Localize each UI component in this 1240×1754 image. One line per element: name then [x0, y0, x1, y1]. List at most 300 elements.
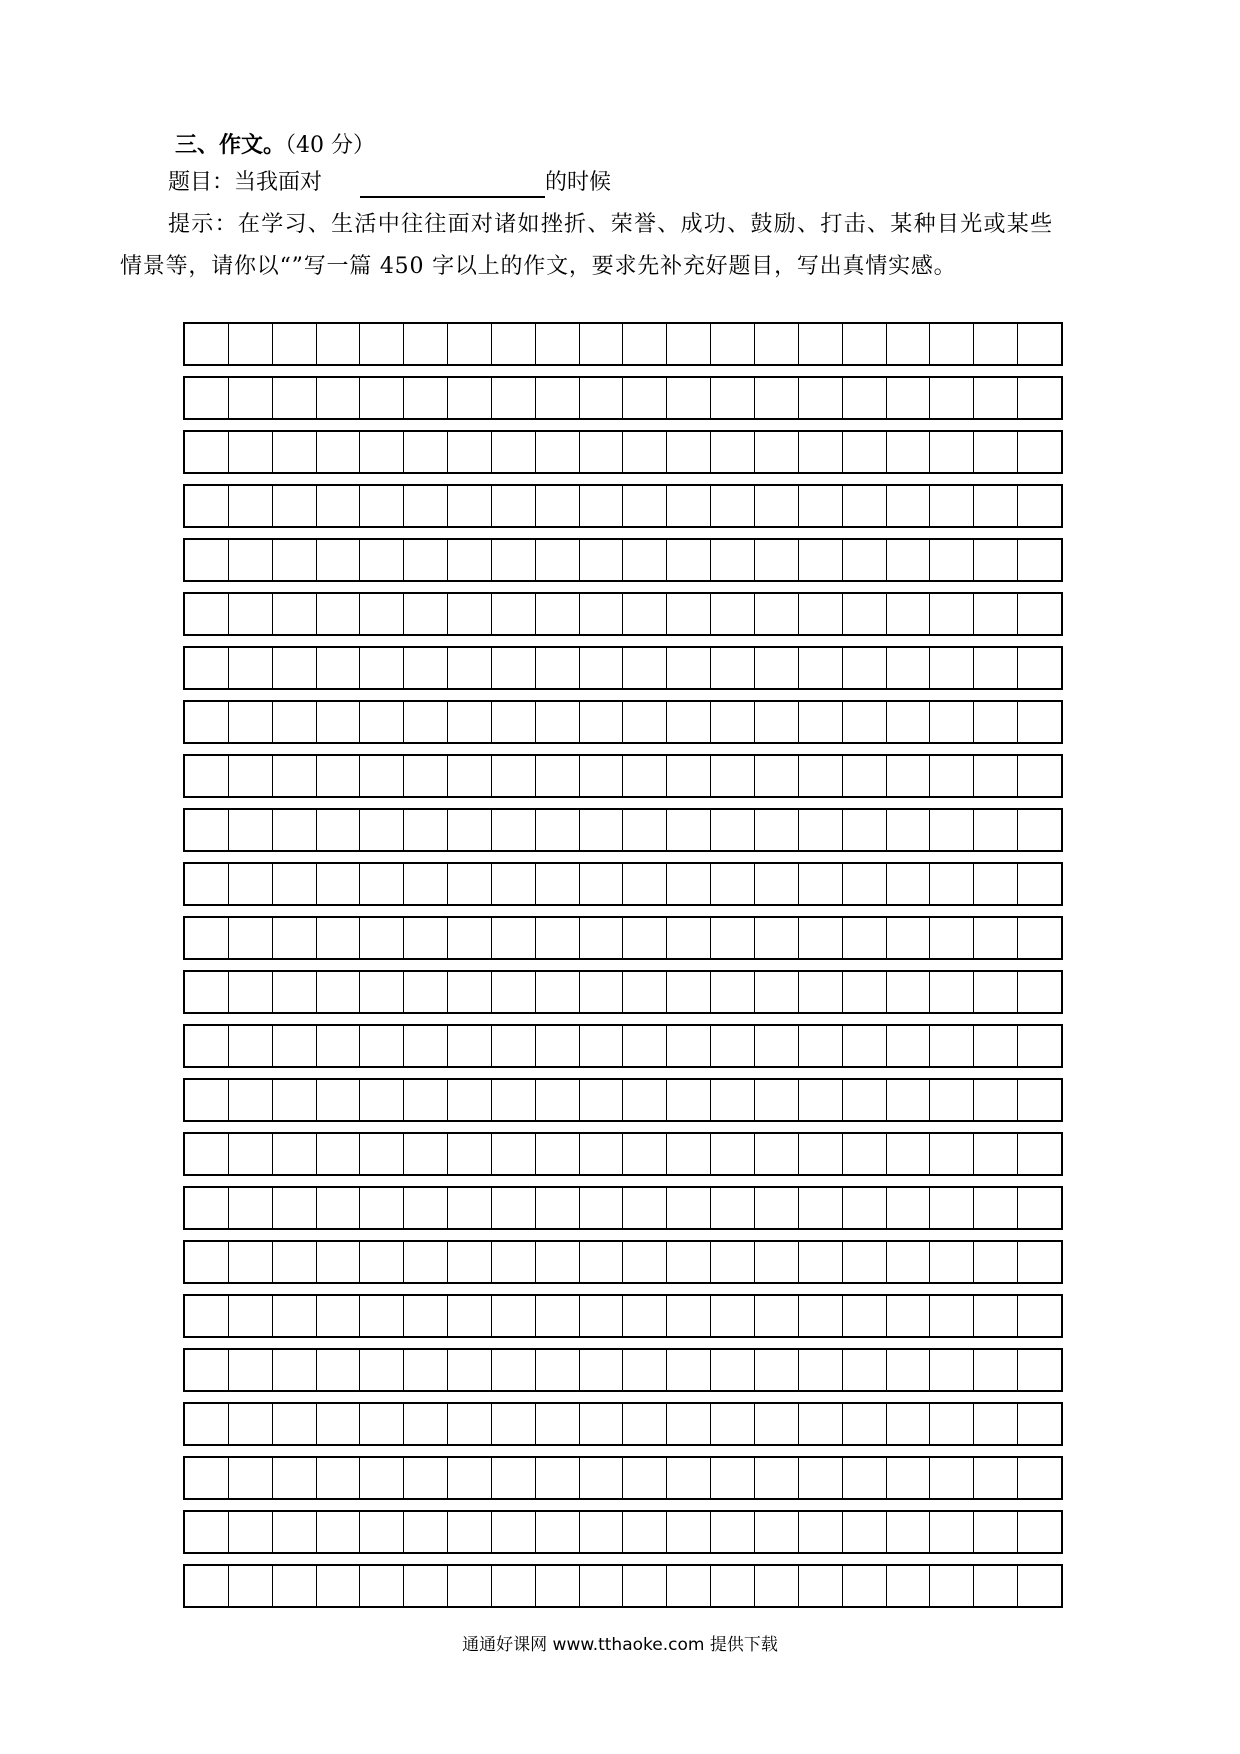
- grid-cell[interactable]: [185, 486, 229, 526]
- grid-cell[interactable]: [887, 324, 931, 364]
- grid-cell[interactable]: [273, 1188, 317, 1228]
- grid-cell[interactable]: [1018, 540, 1061, 580]
- grid-cell[interactable]: [492, 918, 536, 958]
- grid-cell[interactable]: [404, 594, 448, 634]
- grid-cell[interactable]: [887, 1296, 931, 1336]
- grid-cell[interactable]: [799, 1242, 843, 1282]
- grid-cell[interactable]: [536, 1458, 580, 1498]
- grid-cell[interactable]: [536, 810, 580, 850]
- grid-cell[interactable]: [580, 1458, 624, 1498]
- grid-cell[interactable]: [711, 594, 755, 634]
- grid-cell[interactable]: [1018, 1458, 1061, 1498]
- grid-cell[interactable]: [229, 432, 273, 472]
- grid-cell[interactable]: [667, 1458, 711, 1498]
- grid-cell[interactable]: [580, 1242, 624, 1282]
- grid-cell[interactable]: [273, 1296, 317, 1336]
- grid-cell[interactable]: [1018, 486, 1061, 526]
- grid-cell[interactable]: [755, 1296, 799, 1336]
- grid-cell[interactable]: [404, 864, 448, 904]
- grid-cell[interactable]: [317, 1080, 361, 1120]
- grid-cell[interactable]: [492, 1188, 536, 1228]
- grid-cell[interactable]: [492, 1134, 536, 1174]
- grid-cell[interactable]: [930, 1134, 974, 1174]
- grid-cell[interactable]: [930, 1026, 974, 1066]
- grid-cell[interactable]: [887, 864, 931, 904]
- grid-cell[interactable]: [974, 432, 1018, 472]
- grid-cell[interactable]: [843, 1296, 887, 1336]
- grid-cell[interactable]: [799, 1134, 843, 1174]
- grid-cell[interactable]: [404, 972, 448, 1012]
- grid-cell[interactable]: [667, 918, 711, 958]
- grid-cell[interactable]: [755, 1026, 799, 1066]
- grid-cell[interactable]: [843, 1350, 887, 1390]
- grid-cell[interactable]: [360, 432, 404, 472]
- grid-cell[interactable]: [974, 324, 1018, 364]
- grid-cell[interactable]: [843, 378, 887, 418]
- grid-cell[interactable]: [229, 1566, 273, 1606]
- grid-cell[interactable]: [360, 1242, 404, 1282]
- grid-cell[interactable]: [580, 378, 624, 418]
- grid-cell[interactable]: [580, 1296, 624, 1336]
- grid-cell[interactable]: [317, 648, 361, 688]
- grid-cell[interactable]: [492, 972, 536, 1012]
- grid-cell[interactable]: [623, 864, 667, 904]
- grid-cell[interactable]: [887, 972, 931, 1012]
- grid-cell[interactable]: [580, 1566, 624, 1606]
- grid-cell[interactable]: [974, 1188, 1018, 1228]
- grid-cell[interactable]: [360, 540, 404, 580]
- grid-cell[interactable]: [536, 1566, 580, 1606]
- grid-cell[interactable]: [1018, 1242, 1061, 1282]
- grid-cell[interactable]: [536, 1242, 580, 1282]
- grid-cell[interactable]: [317, 1242, 361, 1282]
- grid-cell[interactable]: [930, 486, 974, 526]
- grid-cell[interactable]: [887, 648, 931, 688]
- grid-cell[interactable]: [229, 648, 273, 688]
- grid-cell[interactable]: [229, 1350, 273, 1390]
- grid-cell[interactable]: [843, 1404, 887, 1444]
- grid-cell[interactable]: [229, 378, 273, 418]
- grid-cell[interactable]: [404, 1350, 448, 1390]
- grid-cell[interactable]: [930, 864, 974, 904]
- grid-cell[interactable]: [711, 810, 755, 850]
- grid-cell[interactable]: [1018, 1566, 1061, 1606]
- grid-cell[interactable]: [185, 972, 229, 1012]
- grid-cell[interactable]: [930, 972, 974, 1012]
- grid-cell[interactable]: [229, 1188, 273, 1228]
- grid-cell[interactable]: [843, 1566, 887, 1606]
- grid-cell[interactable]: [273, 1350, 317, 1390]
- grid-cell[interactable]: [711, 1566, 755, 1606]
- grid-cell[interactable]: [317, 864, 361, 904]
- grid-cell[interactable]: [536, 864, 580, 904]
- grid-cell[interactable]: [448, 324, 492, 364]
- grid-cell[interactable]: [1018, 324, 1061, 364]
- grid-cell[interactable]: [843, 1512, 887, 1552]
- grid-cell[interactable]: [974, 1242, 1018, 1282]
- grid-cell[interactable]: [448, 540, 492, 580]
- grid-cell[interactable]: [273, 702, 317, 742]
- grid-cell[interactable]: [536, 1296, 580, 1336]
- grid-cell[interactable]: [273, 1458, 317, 1498]
- grid-cell[interactable]: [185, 1350, 229, 1390]
- grid-cell[interactable]: [667, 864, 711, 904]
- grid-cell[interactable]: [930, 1296, 974, 1336]
- grid-cell[interactable]: [711, 324, 755, 364]
- grid-cell[interactable]: [843, 594, 887, 634]
- grid-cell[interactable]: [755, 1188, 799, 1228]
- grid-cell[interactable]: [229, 756, 273, 796]
- grid-cell[interactable]: [711, 486, 755, 526]
- grid-cell[interactable]: [317, 432, 361, 472]
- grid-cell[interactable]: [799, 1512, 843, 1552]
- grid-cell[interactable]: [229, 1296, 273, 1336]
- grid-cell[interactable]: [623, 1566, 667, 1606]
- grid-cell[interactable]: [580, 864, 624, 904]
- grid-cell[interactable]: [711, 864, 755, 904]
- grid-cell[interactable]: [448, 1080, 492, 1120]
- grid-cell[interactable]: [843, 540, 887, 580]
- grid-cell[interactable]: [1018, 1080, 1061, 1120]
- grid-cell[interactable]: [623, 1242, 667, 1282]
- grid-cell[interactable]: [360, 1458, 404, 1498]
- grid-cell[interactable]: [667, 324, 711, 364]
- grid-cell[interactable]: [711, 1080, 755, 1120]
- grid-cell[interactable]: [887, 486, 931, 526]
- grid-cell[interactable]: [360, 1404, 404, 1444]
- grid-cell[interactable]: [1018, 1350, 1061, 1390]
- grid-cell[interactable]: [887, 1242, 931, 1282]
- grid-cell[interactable]: [580, 1404, 624, 1444]
- grid-cell[interactable]: [317, 1350, 361, 1390]
- grid-cell[interactable]: [623, 540, 667, 580]
- grid-cell[interactable]: [536, 918, 580, 958]
- grid-cell[interactable]: [930, 1188, 974, 1228]
- grid-cell[interactable]: [711, 540, 755, 580]
- grid-cell[interactable]: [755, 1512, 799, 1552]
- grid-cell[interactable]: [1018, 756, 1061, 796]
- grid-cell[interactable]: [974, 1026, 1018, 1066]
- grid-cell[interactable]: [404, 810, 448, 850]
- grid-cell[interactable]: [492, 1026, 536, 1066]
- grid-cell[interactable]: [536, 1188, 580, 1228]
- grid-cell[interactable]: [1018, 1296, 1061, 1336]
- grid-cell[interactable]: [317, 594, 361, 634]
- grid-cell[interactable]: [360, 1350, 404, 1390]
- grid-cell[interactable]: [448, 1512, 492, 1552]
- grid-cell[interactable]: [185, 540, 229, 580]
- grid-cell[interactable]: [536, 1080, 580, 1120]
- grid-cell[interactable]: [404, 1404, 448, 1444]
- grid-cell[interactable]: [273, 1512, 317, 1552]
- grid-cell[interactable]: [974, 972, 1018, 1012]
- grid-cell[interactable]: [887, 1134, 931, 1174]
- grid-cell[interactable]: [448, 702, 492, 742]
- grid-cell[interactable]: [580, 594, 624, 634]
- grid-cell[interactable]: [185, 378, 229, 418]
- grid-cell[interactable]: [448, 1242, 492, 1282]
- grid-cell[interactable]: [930, 324, 974, 364]
- grid-cell[interactable]: [492, 648, 536, 688]
- grid-cell[interactable]: [317, 1188, 361, 1228]
- grid-cell[interactable]: [492, 540, 536, 580]
- grid-cell[interactable]: [1018, 432, 1061, 472]
- grid-cell[interactable]: [887, 1566, 931, 1606]
- grid-cell[interactable]: [360, 1134, 404, 1174]
- grid-cell[interactable]: [492, 1458, 536, 1498]
- grid-cell[interactable]: [755, 594, 799, 634]
- grid-cell[interactable]: [711, 1188, 755, 1228]
- grid-cell[interactable]: [755, 378, 799, 418]
- grid-cell[interactable]: [273, 810, 317, 850]
- grid-cell[interactable]: [273, 1026, 317, 1066]
- grid-cell[interactable]: [185, 324, 229, 364]
- grid-cell[interactable]: [667, 1350, 711, 1390]
- grid-cell[interactable]: [799, 1404, 843, 1444]
- grid-cell[interactable]: [843, 864, 887, 904]
- grid-cell[interactable]: [317, 918, 361, 958]
- grid-cell[interactable]: [887, 918, 931, 958]
- grid-cell[interactable]: [930, 1458, 974, 1498]
- grid-cell[interactable]: [536, 432, 580, 472]
- grid-cell[interactable]: [667, 486, 711, 526]
- grid-cell[interactable]: [887, 810, 931, 850]
- grid-cell[interactable]: [755, 972, 799, 1012]
- grid-cell[interactable]: [536, 702, 580, 742]
- grid-cell[interactable]: [580, 1350, 624, 1390]
- grid-cell[interactable]: [360, 594, 404, 634]
- grid-cell[interactable]: [799, 918, 843, 958]
- grid-cell[interactable]: [887, 1350, 931, 1390]
- grid-cell[interactable]: [623, 486, 667, 526]
- grid-cell[interactable]: [755, 1350, 799, 1390]
- grid-cell[interactable]: [448, 918, 492, 958]
- grid-cell[interactable]: [185, 1026, 229, 1066]
- grid-cell[interactable]: [711, 1026, 755, 1066]
- grid-cell[interactable]: [887, 378, 931, 418]
- grid-cell[interactable]: [667, 1242, 711, 1282]
- grid-cell[interactable]: [799, 1350, 843, 1390]
- grid-cell[interactable]: [229, 594, 273, 634]
- grid-cell[interactable]: [667, 756, 711, 796]
- grid-cell[interactable]: [448, 1350, 492, 1390]
- grid-cell[interactable]: [974, 378, 1018, 418]
- grid-cell[interactable]: [843, 918, 887, 958]
- grid-cell[interactable]: [711, 1296, 755, 1336]
- grid-cell[interactable]: [492, 1512, 536, 1552]
- grid-cell[interactable]: [667, 540, 711, 580]
- grid-cell[interactable]: [536, 1134, 580, 1174]
- grid-cell[interactable]: [623, 918, 667, 958]
- grid-cell[interactable]: [667, 1296, 711, 1336]
- grid-cell[interactable]: [404, 648, 448, 688]
- grid-cell[interactable]: [404, 1296, 448, 1336]
- grid-cell[interactable]: [1018, 972, 1061, 1012]
- grid-cell[interactable]: [404, 1134, 448, 1174]
- grid-cell[interactable]: [580, 1080, 624, 1120]
- grid-cell[interactable]: [843, 648, 887, 688]
- grid-cell[interactable]: [580, 1134, 624, 1174]
- grid-cell[interactable]: [360, 1512, 404, 1552]
- grid-cell[interactable]: [273, 432, 317, 472]
- grid-cell[interactable]: [492, 432, 536, 472]
- grid-cell[interactable]: [492, 1350, 536, 1390]
- grid-cell[interactable]: [667, 1080, 711, 1120]
- grid-cell[interactable]: [580, 648, 624, 688]
- grid-cell[interactable]: [404, 540, 448, 580]
- grid-cell[interactable]: [799, 378, 843, 418]
- grid-cell[interactable]: [887, 1404, 931, 1444]
- grid-cell[interactable]: [623, 1458, 667, 1498]
- grid-cell[interactable]: [755, 540, 799, 580]
- grid-cell[interactable]: [580, 540, 624, 580]
- grid-cell[interactable]: [185, 1566, 229, 1606]
- grid-cell[interactable]: [667, 432, 711, 472]
- grid-cell[interactable]: [711, 702, 755, 742]
- grid-cell[interactable]: [755, 432, 799, 472]
- grid-cell[interactable]: [492, 378, 536, 418]
- grid-cell[interactable]: [930, 756, 974, 796]
- grid-cell[interactable]: [843, 486, 887, 526]
- grid-cell[interactable]: [974, 1458, 1018, 1498]
- grid-cell[interactable]: [843, 324, 887, 364]
- grid-cell[interactable]: [448, 1404, 492, 1444]
- grid-cell[interactable]: [536, 1026, 580, 1066]
- grid-cell[interactable]: [492, 1242, 536, 1282]
- grid-cell[interactable]: [930, 1404, 974, 1444]
- grid-cell[interactable]: [448, 1026, 492, 1066]
- grid-cell[interactable]: [448, 648, 492, 688]
- grid-cell[interactable]: [229, 486, 273, 526]
- grid-cell[interactable]: [317, 324, 361, 364]
- grid-cell[interactable]: [273, 1566, 317, 1606]
- grid-cell[interactable]: [974, 594, 1018, 634]
- grid-cell[interactable]: [580, 702, 624, 742]
- grid-cell[interactable]: [229, 864, 273, 904]
- grid-cell[interactable]: [360, 864, 404, 904]
- grid-cell[interactable]: [492, 324, 536, 364]
- grid-cell[interactable]: [887, 432, 931, 472]
- grid-cell[interactable]: [229, 540, 273, 580]
- grid-cell[interactable]: [1018, 864, 1061, 904]
- grid-cell[interactable]: [974, 1404, 1018, 1444]
- grid-cell[interactable]: [667, 1134, 711, 1174]
- grid-cell[interactable]: [580, 1026, 624, 1066]
- grid-cell[interactable]: [492, 1080, 536, 1120]
- grid-cell[interactable]: [755, 648, 799, 688]
- grid-cell[interactable]: [185, 432, 229, 472]
- grid-cell[interactable]: [711, 648, 755, 688]
- grid-cell[interactable]: [887, 1026, 931, 1066]
- grid-cell[interactable]: [930, 594, 974, 634]
- essay-title-blank[interactable]: [360, 174, 545, 198]
- grid-cell[interactable]: [273, 648, 317, 688]
- grid-cell[interactable]: [317, 378, 361, 418]
- grid-cell[interactable]: [974, 702, 1018, 742]
- grid-cell[interactable]: [799, 324, 843, 364]
- grid-cell[interactable]: [185, 1188, 229, 1228]
- grid-cell[interactable]: [930, 702, 974, 742]
- grid-cell[interactable]: [360, 324, 404, 364]
- grid-cell[interactable]: [711, 972, 755, 1012]
- grid-cell[interactable]: [492, 756, 536, 796]
- grid-cell[interactable]: [448, 378, 492, 418]
- grid-cell[interactable]: [273, 864, 317, 904]
- grid-cell[interactable]: [755, 1404, 799, 1444]
- grid-cell[interactable]: [667, 702, 711, 742]
- grid-cell[interactable]: [711, 1404, 755, 1444]
- grid-cell[interactable]: [229, 324, 273, 364]
- grid-cell[interactable]: [667, 1188, 711, 1228]
- grid-cell[interactable]: [360, 810, 404, 850]
- grid-cell[interactable]: [360, 918, 404, 958]
- grid-cell[interactable]: [404, 1566, 448, 1606]
- grid-cell[interactable]: [229, 1458, 273, 1498]
- grid-cell[interactable]: [843, 810, 887, 850]
- grid-cell[interactable]: [623, 324, 667, 364]
- grid-cell[interactable]: [360, 486, 404, 526]
- grid-cell[interactable]: [843, 972, 887, 1012]
- grid-cell[interactable]: [448, 432, 492, 472]
- grid-cell[interactable]: [580, 486, 624, 526]
- grid-cell[interactable]: [623, 432, 667, 472]
- grid-cell[interactable]: [755, 702, 799, 742]
- grid-cell[interactable]: [273, 1404, 317, 1444]
- grid-cell[interactable]: [229, 810, 273, 850]
- grid-cell[interactable]: [623, 1134, 667, 1174]
- grid-cell[interactable]: [492, 1296, 536, 1336]
- grid-cell[interactable]: [273, 324, 317, 364]
- grid-cell[interactable]: [711, 1350, 755, 1390]
- grid-cell[interactable]: [185, 1080, 229, 1120]
- grid-cell[interactable]: [799, 1188, 843, 1228]
- grid-cell[interactable]: [974, 756, 1018, 796]
- grid-cell[interactable]: [623, 1080, 667, 1120]
- grid-cell[interactable]: [974, 1080, 1018, 1120]
- grid-cell[interactable]: [930, 648, 974, 688]
- grid-cell[interactable]: [623, 1188, 667, 1228]
- grid-cell[interactable]: [360, 756, 404, 796]
- grid-cell[interactable]: [536, 378, 580, 418]
- grid-cell[interactable]: [887, 702, 931, 742]
- grid-cell[interactable]: [623, 648, 667, 688]
- grid-cell[interactable]: [1018, 1026, 1061, 1066]
- grid-cell[interactable]: [492, 810, 536, 850]
- grid-cell[interactable]: [536, 972, 580, 1012]
- grid-cell[interactable]: [974, 810, 1018, 850]
- grid-cell[interactable]: [536, 756, 580, 796]
- grid-cell[interactable]: [317, 1458, 361, 1498]
- grid-cell[interactable]: [799, 432, 843, 472]
- grid-cell[interactable]: [536, 594, 580, 634]
- grid-cell[interactable]: [404, 1080, 448, 1120]
- grid-cell[interactable]: [799, 864, 843, 904]
- grid-cell[interactable]: [185, 594, 229, 634]
- grid-cell[interactable]: [317, 810, 361, 850]
- grid-cell[interactable]: [711, 756, 755, 796]
- grid-cell[interactable]: [185, 1404, 229, 1444]
- grid-cell[interactable]: [273, 540, 317, 580]
- grid-cell[interactable]: [623, 702, 667, 742]
- grid-cell[interactable]: [799, 1026, 843, 1066]
- grid-cell[interactable]: [887, 756, 931, 796]
- grid-cell[interactable]: [1018, 1134, 1061, 1174]
- grid-cell[interactable]: [404, 1188, 448, 1228]
- grid-cell[interactable]: [974, 648, 1018, 688]
- grid-cell[interactable]: [623, 1512, 667, 1552]
- grid-cell[interactable]: [799, 1296, 843, 1336]
- grid-cell[interactable]: [404, 486, 448, 526]
